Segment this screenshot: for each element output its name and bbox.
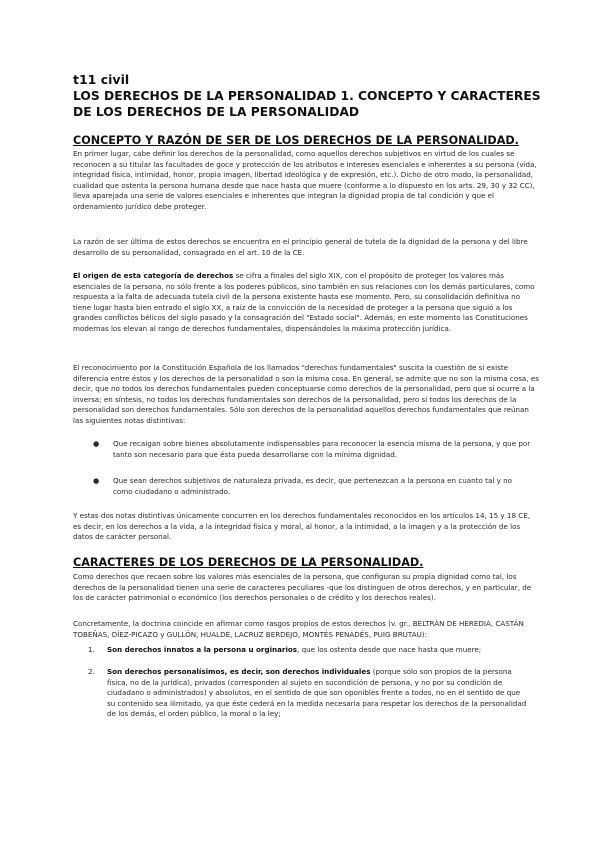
document-title: LOS DERECHOS DE LA PERSONALIDAD 1. CONCEPTO Y CARACTERES DE LOS DERECHOS DE LA PERSONALIDAD (73, 89, 541, 119)
paragraph-notas-distintivas: Y estas dos notas distintivas únicamente concurren en los derechos fundamentales reconocidos en los artículos 14, 15 y 18 CE, es decir, en los derechos a la vida, a la integridad física y moral, al honor, a la intimidad, a la imagen y a la protección de los datos de carácter personal. (73, 511, 531, 541)
paragraph-razon-de-ser: La razón de ser última de estos derechos se encuentra en el principio general de tutela de la dignidad de la persona y del libre desarrollo de su personalidad, consagrado en el art. 10 de la CE. (73, 237, 528, 257)
paragraph-origen-lead: El origen de esta categoría de derechos (73, 271, 234, 280)
bullet-icon: ● (93, 439, 100, 448)
paragraph-caracteres-intro: Como derechos que recaen sobre los valores más esenciales de la persona, que configuran su propia dignidad como tal, los derechos de la personalidad tienen una serie de caracteres peculiares -que los distinguen de otros derechos, y en particular, de los de carácter patrimonial o económico (los derechos personales o de crédito y los derechos reales). (73, 572, 532, 602)
list-item-text (107, 645, 527, 656)
list-item-text: Que sean derechos subjetivos de naturaleza privada, es decir, que pertenezcan a la persona en cuanto tal y no como ciudadano o administrado. (113, 476, 512, 496)
list-item-lead: Son derechos innatos a la persona u orginarios (107, 645, 298, 654)
list-item-number: 1. (88, 645, 95, 654)
list-item-lead: Son derechos personalísimos, es decir, son derechos individuales (107, 667, 371, 676)
section-heading-caracteres: CARACTERES DE LOS DERECHOS DE LA PERSONALIDAD. (73, 556, 424, 569)
paragraph-origen-body: se cifra a finales del siglo XIX, con el propósito de proteger los valores más esenciales de la persona, no sólo frente a los poderes públicos, sino también en sus relaciones con los demás particulares, como respuesta a la falta de adecuada tutela civil de la persona existente hasta ese momento. Pero, su consolidación definitiva no tiene lugar hasta bien entrado el siglo XX, a raíz de la convicción de la necesidad de proteger a la persona que siguió a los grandes conflictos bélicos del siglo pasado y la consagración del "Estado social". Además, en este momento las Constituciones modernas los elevan al rango de derechos fundamentales, dispensándoles la máxima protección jurídica. (73, 271, 535, 333)
paragraph-derechos-fundamentales: El reconocimiento por la Constitución Española de los llamados "derechos fundamentales" suscita la cuestión de si existe diferencia entre éstos y los derechos de la personalidad o son la misma cosa. En general, se admite que no son la misma cosa, es decir, que no todos los derechos fundamentales pueden conceptuarse como derechos de la personalidad, pero que sí ocurre a la inversa; en síntesis, no todos los derechos fundamentales son derechos de la personalidad, pero sí todos los derechos de la personalidad son derechos fundamentales. Sólo son derechos de la personalidad aquellos derechos fundamentales que reúnan las siguientes notas distintivas: (73, 363, 539, 425)
list-item-body: , que los ostenta desde que nace hasta que muere; (297, 645, 482, 654)
list-item-text (107, 667, 527, 720)
section-heading-concepto: CONCEPTO Y RAZÓN DE SER DE LOS DERECHOS DE LA PERSONALIDAD. (73, 134, 519, 147)
document-label: t11 civil (73, 72, 130, 87)
list-item-number: 2. (88, 667, 95, 676)
list-item-text: Que recaigan sobre bienes absolutamente indispensables para reconocer la esencia misma de la persona, y que por tanto son necesario para que ésta pueda desarrollarse con la mínima dignidad. (113, 439, 531, 459)
paragraph-origen (73, 271, 539, 334)
list-item-body: (porque sólo son propios de la persona física, no de la jurídica), privados (corresponden al sujeto en sucondición de persona, y no por su condición de ciudadano o administrados) y absolutos, en el sentido de que son oponibles frente a todos, no en el sentido de que su contenido sea ilimitado, ya que éste cederá en la medida necesaria para respetar los derechos de la personalidad de los demás, el orden público, la moral o la ley; (107, 667, 527, 718)
paragraph-doctrina: Concretamente, la doctrina coincide en afirmar como rasgos propios de estos derechos (v. gr., BELTRÁN DE HEREDIA, CASTÁN TOBEÑAS, DÍEZ-PICAZO y GULLÓN, HUALDE, LACRUZ BERDEJO, MONTÉS PENADÉS, PUIG BRUTAU): (73, 619, 524, 639)
bullet-icon: ● (93, 476, 100, 485)
paragraph-definicion: En primer lugar, cabe definir los derechos de la personalidad, como aquellos derechos subjetivos en virtud de los cuales se reconocen a su titular las facultades de goce y protección de los atributos e intereses esenciales e inherentes a su persona (vida, integridad física, intimidad, honor, propia imagen, libertad ideológica y de expresión, etc.). Dicho de otro modo, la personalidad, cualidad que ostenta la persona humana desde que nace hasta que muere (conforme a lo dispuesto en los arts. 29, 30 y 32 CC), lleva aparejada una serie de valores esenciales e inherentes que integran la dignidad propia de tal condición y que el ordenamiento jurídico debe proteger. (73, 149, 537, 211)
